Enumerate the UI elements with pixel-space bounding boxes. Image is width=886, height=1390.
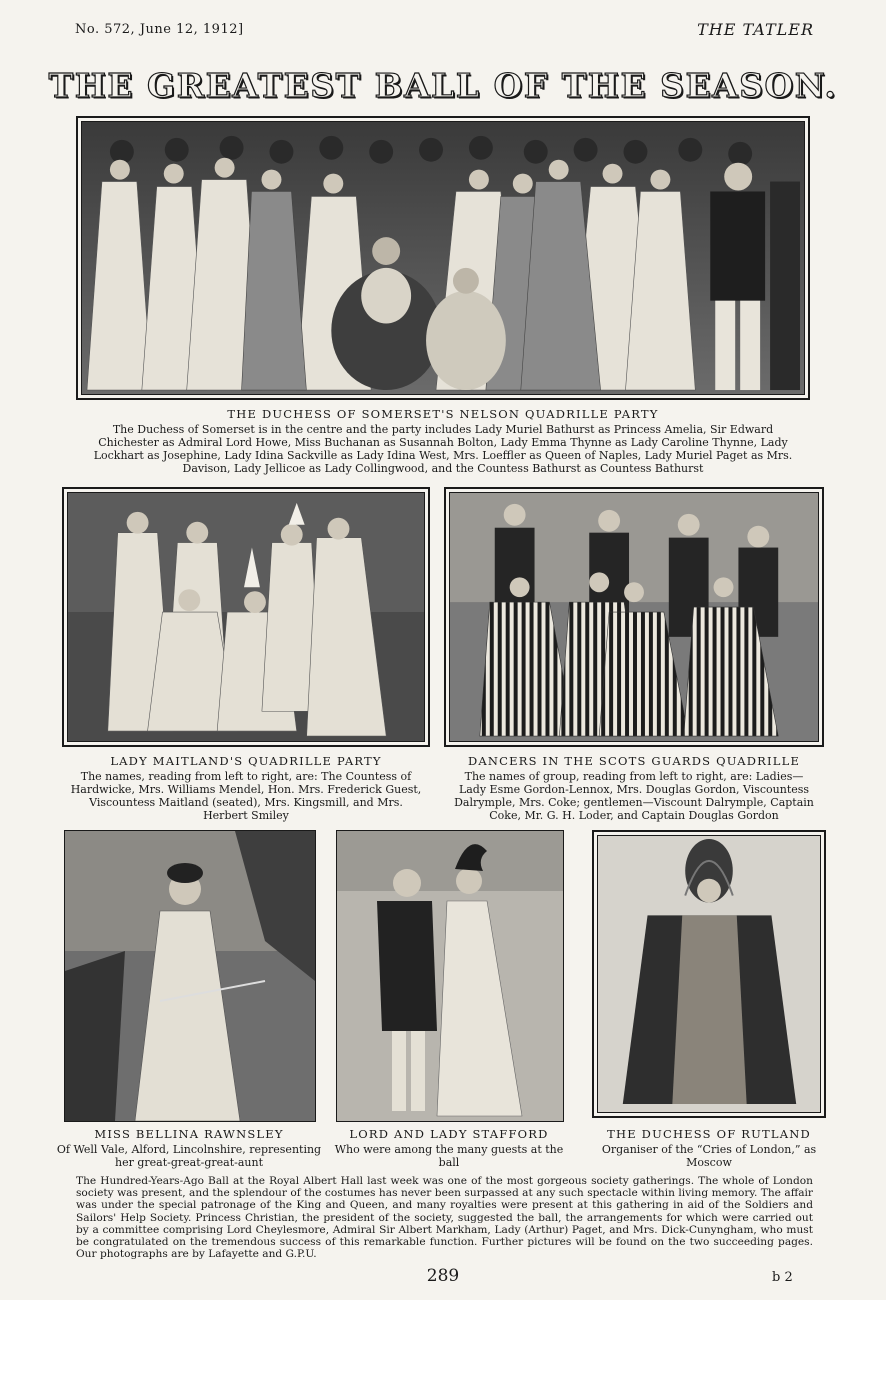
photo-lord-lady-stafford (336, 830, 564, 1122)
caption-title-rawnsley: MISS BELLINA RAWNSLEY (94, 1127, 284, 1141)
caption-stafford: Who were among the many guests at the ball (334, 1143, 564, 1169)
caption-title-stafford: LORD AND LADY STAFFORD (349, 1127, 549, 1141)
rawnsley-portrait-illustration (65, 831, 315, 1121)
caption-title-maitland: LADY MAITLAND'S QUADRILLE PARTY (110, 754, 382, 768)
caption-scots-guards: The names of group, reading from left to right, are: Ladies— Lady Esme Gordon-Lennox, Mrs. Douglas Gordon, Viscountess Dalrymple, Mrs. Coke; gentlemen—Viscount Dalrymple, Captain Coke, Mr. G. H. Loder, and Captain Douglas Gordon (454, 770, 814, 822)
rutland-portrait-illustration (598, 836, 820, 1112)
stafford-portrait-illustration (337, 831, 563, 1121)
caption-maitland: The names, reading from left to right, are: The Countess of Hardwicke, Mrs. Williams Mendel, Hon. Mrs. Frederick Guest, Viscountess Maitland (seated), Mrs. Kingsmill, and Mrs. Herbert Smiley (70, 770, 422, 822)
photo-duchess-rutland (592, 830, 826, 1118)
caption-rutland: Organiser of the “Cries of London,” as Moscow (601, 1143, 817, 1169)
caption-title-nelson-quadrille: THE DUCHESS OF SOMERSET'S NELSON QUADRILLE PARTY (227, 407, 659, 421)
maitland-group-illustration (68, 493, 424, 741)
scots-guards-illustration (450, 493, 818, 741)
photo-duchess-rutland-image (597, 835, 821, 1113)
photo-nelson-quadrille-image (81, 121, 805, 395)
caption-title-scots-guards: DANCERS IN THE SCOTS GUARDS QUADRILLE (467, 754, 801, 768)
caption-title-rutland: THE DUCHESS OF RUTLAND (607, 1127, 811, 1141)
page-number: 289 (426, 1266, 460, 1286)
magazine-title: THE TATLER (697, 20, 814, 39)
photo-maitland-quadrille (62, 487, 430, 747)
photo-nelson-quadrille (76, 116, 810, 400)
caption-nelson-quadrille: The Duchess of Somerset is in the centre and the party includes Lady Muriel Bathurst as Princess Amelia, Sir Edward Chichester as Admiral Lord Howe, Miss Buchanan as Susannah Bolton, Lady Emma Thynne as Lady Caroline Thynne, Lady Lockhart as Josephine, Lady Idina Sackville as Lady Idina West, Mrs. Loeffler as Queen of Naples, Lady Muriel Paget as Mrs. Davison, Lady Jellicoe as Lady Collingwood, and the Countess Bathurst as Countess Bathurst (93, 423, 793, 475)
page-headline: THE GREATEST BALL OF THE SEASON. (48, 66, 838, 105)
footer-strip (0, 1300, 886, 1390)
photo-bellina-rawnsley (64, 830, 316, 1122)
article-text: The Hundred-Years-Ago Ball at the Royal Albert Hall last week was one of the most gorgeous society gatherings. The whole of London society was present, and the splendour of the costumes has never been surpassed at any such spectacle within living memory. The affair was under the special patronage of the King and Queen, and many royalties were present at this gathering in aid of the Soldiers and Sailors' Help Society. Princess Christian, the president of the society, suggested the ball, the arrangements for which were carried out by a committee comprising Lord Cheylesmore, Admiral Sir Albert Markham, Lady (Arthur) Paget, and Mrs. Dick-Cunyngham, who must be congratulated on the tremendous success of this remarkable function. Further pictures will be found on the two succeeding pages. Our photographs are by Lafayette and G.P.U. (76, 1175, 813, 1261)
printer-signature: b 2 (772, 1270, 793, 1285)
caption-rawnsley: Of Well Vale, Alford, Lincolnshire, representing her great-great-great-aunt (56, 1143, 322, 1169)
photo-scots-guards-quadrille (444, 487, 824, 747)
photo-scots-guards-image (449, 492, 819, 742)
issue-line: No. 572, June 12, 1912] (75, 22, 244, 37)
group-photo-illustration (82, 122, 804, 394)
photo-maitland-quadrille-image (67, 492, 425, 742)
